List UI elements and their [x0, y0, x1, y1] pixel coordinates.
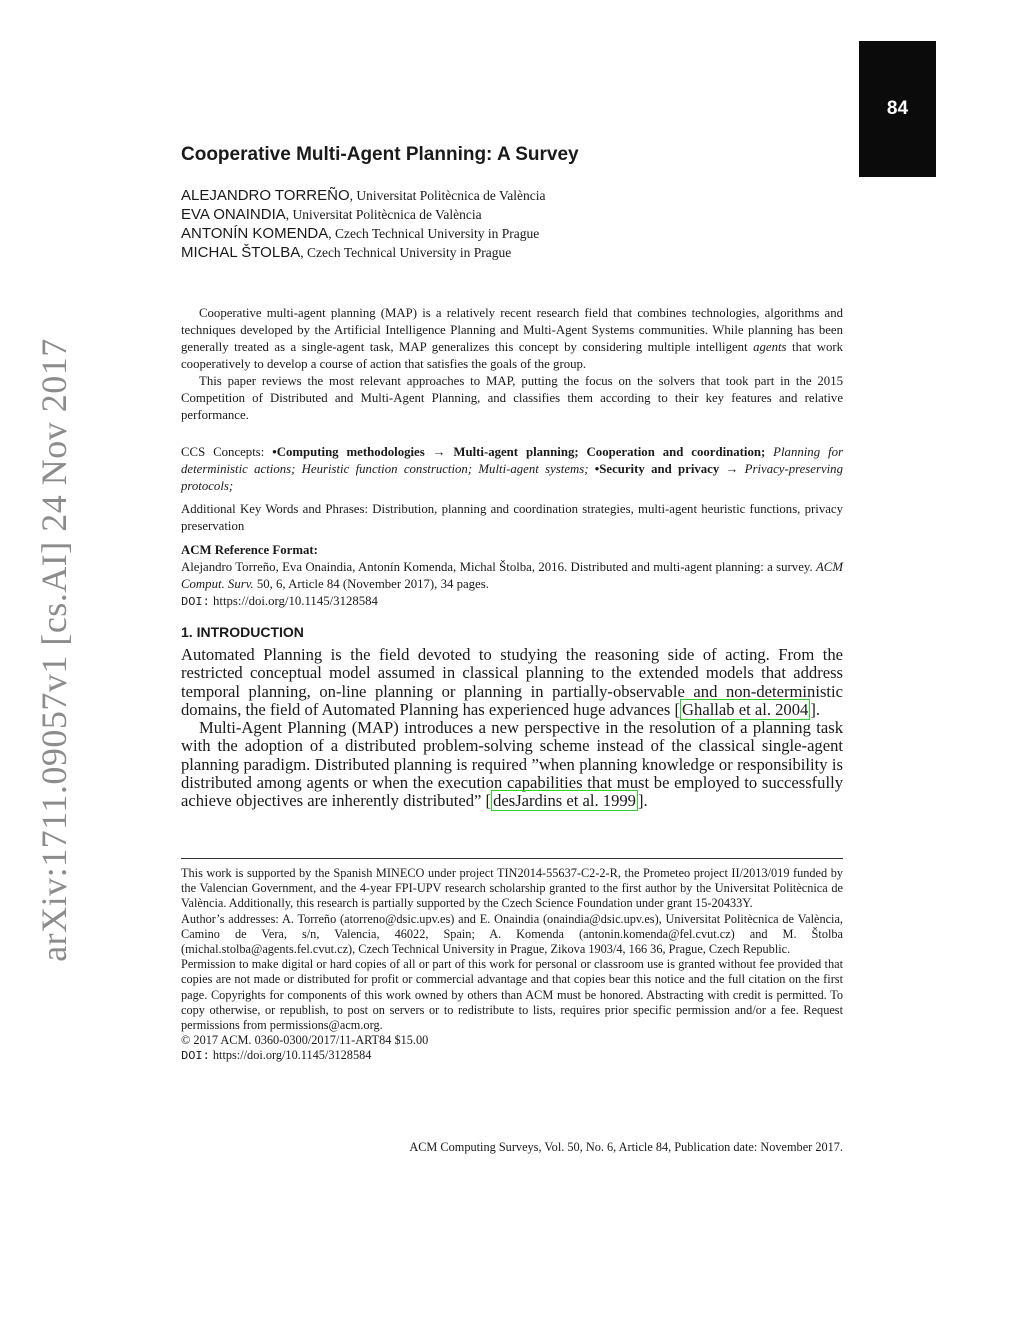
ccs-concept-bold: •Computing methodologies → Multi-agent planning; Cooperation and coordination; — [272, 445, 766, 459]
author-entry — [181, 187, 545, 206]
page-number-badge: 84 — [859, 41, 936, 177]
footnotes — [181, 866, 843, 1065]
footnote-divider — [181, 858, 843, 859]
arxiv-identifier: arXiv:1711.09057v1 [cs.AI] 24 Nov 2017 — [34, 338, 74, 962]
author-addresses: Author’s addresses: A. Torreño (atorreno@dsic.upv.es) and E. Onaindia (onaindia@dsic.upv.es), Universitat Politècnica de València, Camino de Vera, s/n, Valencia, 46022, Spain; A. Komenda (antonin.komenda@fel.cvut.cz) and M. Štolba (michal.stolba@agents.fel.cvut.cz), Czech Technical University in Prague, Zikova 1903/4, 166 36, Prague, Czech Republic. — [181, 911, 843, 957]
paper-title: Cooperative Multi-Agent Planning: A Survey — [181, 144, 579, 165]
abstract — [181, 305, 843, 424]
keywords — [181, 501, 843, 535]
ccs-concept-italic: Privacy-preserving protocols; — [181, 462, 843, 493]
author-list — [181, 187, 545, 263]
doi-label: DOI: — [181, 1049, 210, 1064]
permission-notice: Permission to make digital or hard copies of all or part of this work for personal or classroom use is granted without fee provided that copies are not made or distributed for profit or commercial advantage and that copies bear this notice and the full citation on the first page. Copyrights for components of this work owned by others than ACM must be honored. Abstracting with credit is permitted. To copy otherwise, or republish, to post on servers or to redistribute to lists, requires prior specific permission and/or a fee. Request permissions from permissions@acm.org. — [181, 957, 843, 1033]
author-name: ALEJANDRO TORREÑO — [181, 187, 350, 204]
doi-label: DOI: — [181, 595, 210, 609]
intro-paragraph-2 — [181, 719, 843, 810]
abstract-paragraph-2: This paper reviews the most relevant approaches to MAP, putting the focus on the solvers that took part in the 2015 Competition of Distributed and Multi-Agent Planning, and classifies them according to their key features and relative performance. — [181, 374, 843, 422]
author-name: EVA ONAINDIA — [181, 206, 286, 223]
abstract-text: Cooperative multi-agent planning (MAP) is a relatively recent research field that combines technologies, algorithms and techniques developed by the Artificial Intelligence Planning and Multi-Agent Systems communities. While planning has been generally treated as a single-agent task, MAP generalizes this concept by considering multiple intelligent — [181, 306, 843, 354]
ccs-label: CCS Concepts: — [181, 445, 273, 459]
introduction-body — [181, 646, 843, 811]
ccs-concepts — [181, 444, 843, 495]
funding-note: This work is supported by the Spanish MINECO under project TIN2014-55637-C2-2-R, the Prometeo project II/2013/019 funded by the Valencian Government, and the 4-year FPI-UPV research scholarship granted to the first author by the Universitat Politècnica de València. Additionally, this research is partially supported by the Czech Science Foundation under grant 15-20433Y. — [181, 866, 843, 911]
doi-link[interactable]: https://doi.org/10.1145/3128584 — [209, 594, 378, 608]
doi-link[interactable]: https://doi.org/10.1145/3128584 — [209, 1048, 372, 1063]
section-heading: 1. INTRODUCTION — [181, 624, 304, 640]
author-entry — [181, 225, 545, 244]
intro-text: ]. — [637, 791, 648, 811]
author-affiliation: , Czech Technical University in Prague — [300, 245, 512, 260]
intro-text: ]. — [810, 699, 820, 719]
author-entry — [181, 244, 545, 263]
keywords-text: Additional Key Words and Phrases: Distribution, planning and coordination strategies, multi-agent heuristic functions, privacy preservation — [181, 502, 843, 533]
running-footer: ACM Computing Surveys, Vol. 50, No. 6, Article 84, Publication date: November 2017. — [409, 1140, 843, 1154]
acm-reference-format — [181, 542, 843, 611]
ccs-arrow: → — [719, 462, 745, 476]
citation-link[interactable]: Ghallab et al. 2004 — [682, 699, 809, 719]
citation-link[interactable]: desJardins et al. 1999 — [493, 791, 636, 811]
intro-text: Multi-Agent Planning (MAP) introduces a new perspective in the resolution of a planning task with the adoption of a distributed problem-solving scheme instead of the classical single-agent planning paradigm. Distributed planning is required ”when planning knowledge or responsibility is distributed among agents or when the execution capabilities that must be employed to successfully achieve objectives are inherently distributed” [ — [181, 718, 843, 811]
acm-reference-citation: 50, 6, Article 84 (November 2017), 34 pages. — [253, 577, 489, 591]
abstract-text: that work cooperatively to develop a course of action that satisfies the goals of the group. — [181, 340, 844, 371]
author-name: MICHAL ŠTOLBA — [181, 244, 301, 261]
abstract-paragraph-1 — [181, 305, 843, 373]
ccs-paragraph — [181, 444, 843, 495]
author-entry — [181, 206, 545, 225]
ccs-concept-bold: •Security and privacy — [588, 462, 720, 476]
footnote-doi — [181, 1048, 843, 1064]
author-affiliation: , Czech Technical University in Prague — [328, 226, 540, 241]
copyright-line: © 2017 ACM. 0360-0300/2017/11-ART84 $15.00 — [181, 1033, 429, 1048]
acm-reference-heading: ACM Reference Format: — [181, 543, 318, 557]
abstract-emphasis: agents — [753, 340, 787, 354]
ccs-concept-italic: Planning for deterministic actions; Heuristic function construction; Multi-agent systems; — [181, 445, 843, 476]
acm-reference-journal: ACM Comput. Surv. — [181, 560, 843, 591]
intro-paragraph-1 — [181, 646, 843, 719]
author-name: ANTONÍN KOMENDA — [181, 225, 329, 242]
author-affiliation: , Universitat Politècnica de València — [349, 188, 546, 203]
acm-reference-citation: Alejandro Torreño, Eva Onaindia, Antonín Komenda, Michal Štolba, 2016. Distributed and multi-agent planning: a survey. — [181, 560, 816, 574]
acm-reference-text — [181, 559, 843, 611]
author-affiliation: , Universitat Politècnica de València — [285, 207, 482, 222]
intro-text: Automated Planning is the field devoted to studying the reasoning side of acting. From the restricted conceptual model assumed in classical planning to the extended models that address temporal planning, on-line planning or planning in partially-observable and non-deterministic domains, the field of Automated Planning has experienced huge advances [ — [181, 645, 843, 719]
